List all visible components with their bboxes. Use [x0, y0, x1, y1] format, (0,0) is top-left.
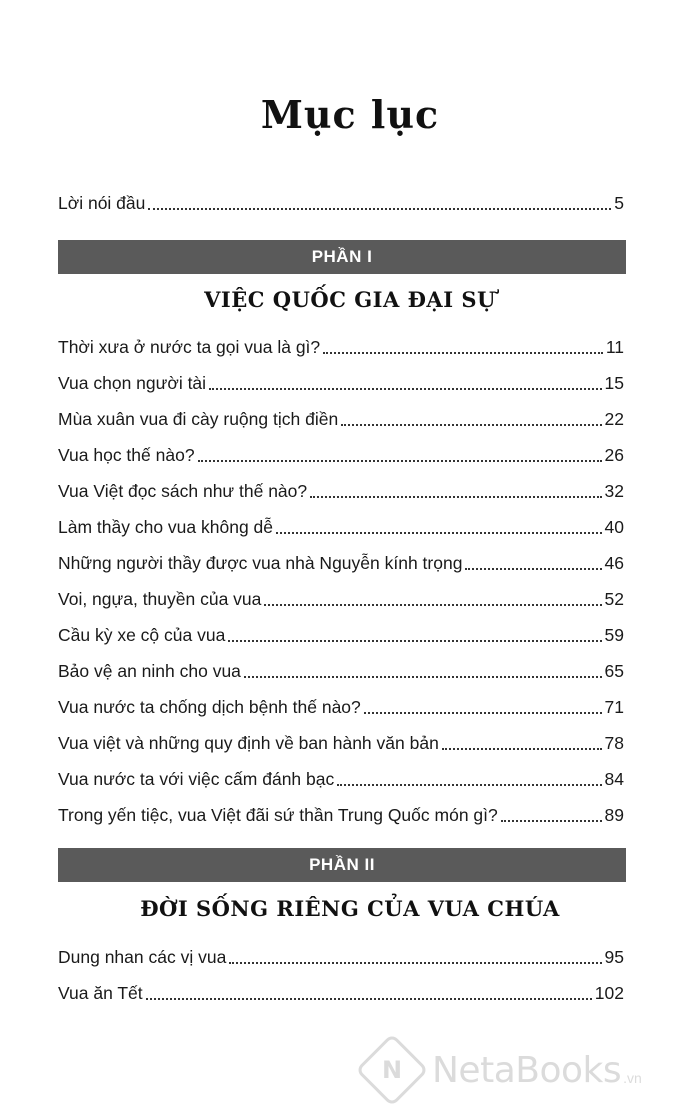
entry-title: Voi, ngựa, thuyền của vua: [58, 589, 262, 609]
part-2-heading: ĐỜI SỐNG RIÊNG CỦA VUA CHÚA: [140, 896, 560, 921]
entry-page: 46: [604, 553, 624, 573]
entry-page: 65: [604, 661, 624, 681]
entry-title: Vua nước ta chống dịch bệnh thế nào?: [58, 697, 361, 717]
logo-mark: N: [381, 1056, 403, 1084]
entry-page: 89: [604, 805, 624, 825]
entry-page: 52: [604, 589, 624, 609]
dot-leader: [228, 640, 601, 642]
dot-leader: [148, 208, 611, 210]
page-title: Mục lục: [260, 92, 440, 137]
dot-leader: [310, 496, 601, 498]
entry-title: Trong yến tiệc, vua Việt đãi sứ thần Trung Quốc món gì?: [58, 805, 498, 825]
entry-title: Cầu kỳ xe cộ của vua: [58, 625, 226, 645]
toc-entry: [58, 476, 624, 502]
toc-entry: [58, 584, 624, 610]
watermark-brand: NetaBooks: [432, 1049, 622, 1091]
entry-page: 11: [605, 337, 624, 357]
entry-page: 22: [604, 409, 624, 429]
entry-title: Vua việt và những quy định về ban hành văn bản: [58, 733, 439, 753]
entry-title: Thời xưa ở nước ta gọi vua là gì?: [58, 337, 321, 357]
toc-entry: [58, 800, 624, 826]
dot-leader: [323, 352, 603, 354]
toc-entry: [58, 728, 624, 754]
toc-entry: [58, 764, 624, 790]
entry-title: Lời nói đầu: [58, 193, 146, 213]
entry-page: 15: [604, 373, 624, 393]
toc-entry: [58, 368, 624, 394]
entry-title: Vua Việt đọc sách như thế nào?: [58, 481, 308, 501]
toc-entry: [58, 620, 624, 646]
toc-entry: [58, 548, 624, 574]
dot-leader: [264, 604, 601, 606]
entry-title: Bảo vệ an ninh cho vua: [58, 661, 241, 681]
entry-title: Vua nước ta với việc cấm đánh bạc: [58, 769, 335, 789]
dot-leader: [276, 532, 602, 534]
netabooks-watermark: [366, 1040, 642, 1100]
entry-title: Dung nhan các vị vua: [58, 947, 227, 967]
dot-leader: [501, 820, 602, 822]
dot-leader: [146, 998, 592, 1000]
toc-entry: [58, 404, 624, 430]
entry-title: Những người thầy được vua nhà Nguyễn kính trọng: [58, 553, 463, 573]
toc-entry: [58, 512, 624, 538]
entry-title: Vua chọn người tài: [58, 373, 207, 393]
part-1-heading: VIỆC QUỐC GIA ĐẠI SỰ: [204, 287, 496, 312]
entry-page: 78: [604, 733, 624, 753]
toc-entry: [58, 692, 624, 718]
entry-title: Mùa xuân vua đi cày ruộng tịch điền: [58, 409, 339, 429]
toc-entry: [58, 978, 624, 1004]
entry-page: 84: [604, 769, 624, 789]
dot-leader: [442, 748, 602, 750]
entry-page: 40: [604, 517, 624, 537]
part-2-label: PHẦN II: [58, 848, 626, 882]
toc-entry: [58, 656, 624, 682]
toc-entry: [58, 942, 624, 968]
dot-leader: [337, 784, 601, 786]
netabooks-logo-icon: [355, 1033, 429, 1107]
entry-page: 5: [614, 193, 624, 213]
entry-title: Vua ăn Tết: [58, 983, 143, 1003]
dot-leader: [364, 712, 602, 714]
entry-page: 102: [594, 983, 624, 1003]
toc-entry: [58, 440, 624, 466]
dot-leader: [244, 676, 602, 678]
entry-page: 32: [604, 481, 624, 501]
dot-leader: [198, 460, 602, 462]
dot-leader: [229, 962, 601, 964]
entry-page: 26: [604, 445, 624, 465]
toc-entry-preface: [58, 188, 624, 214]
part-1-label: PHẦN I: [58, 240, 626, 274]
entry-title: Làm thầy cho vua không dễ: [58, 517, 274, 537]
entry-page: 59: [604, 625, 624, 645]
entry-page: 71: [604, 697, 624, 717]
watermark-tld: .vn: [623, 1070, 642, 1086]
toc-entry: [58, 332, 624, 358]
entry-page: 95: [604, 947, 624, 967]
dot-leader: [209, 388, 601, 390]
entry-title: Vua học thế nào?: [58, 445, 195, 465]
dot-leader: [465, 568, 601, 570]
dot-leader: [341, 424, 601, 426]
